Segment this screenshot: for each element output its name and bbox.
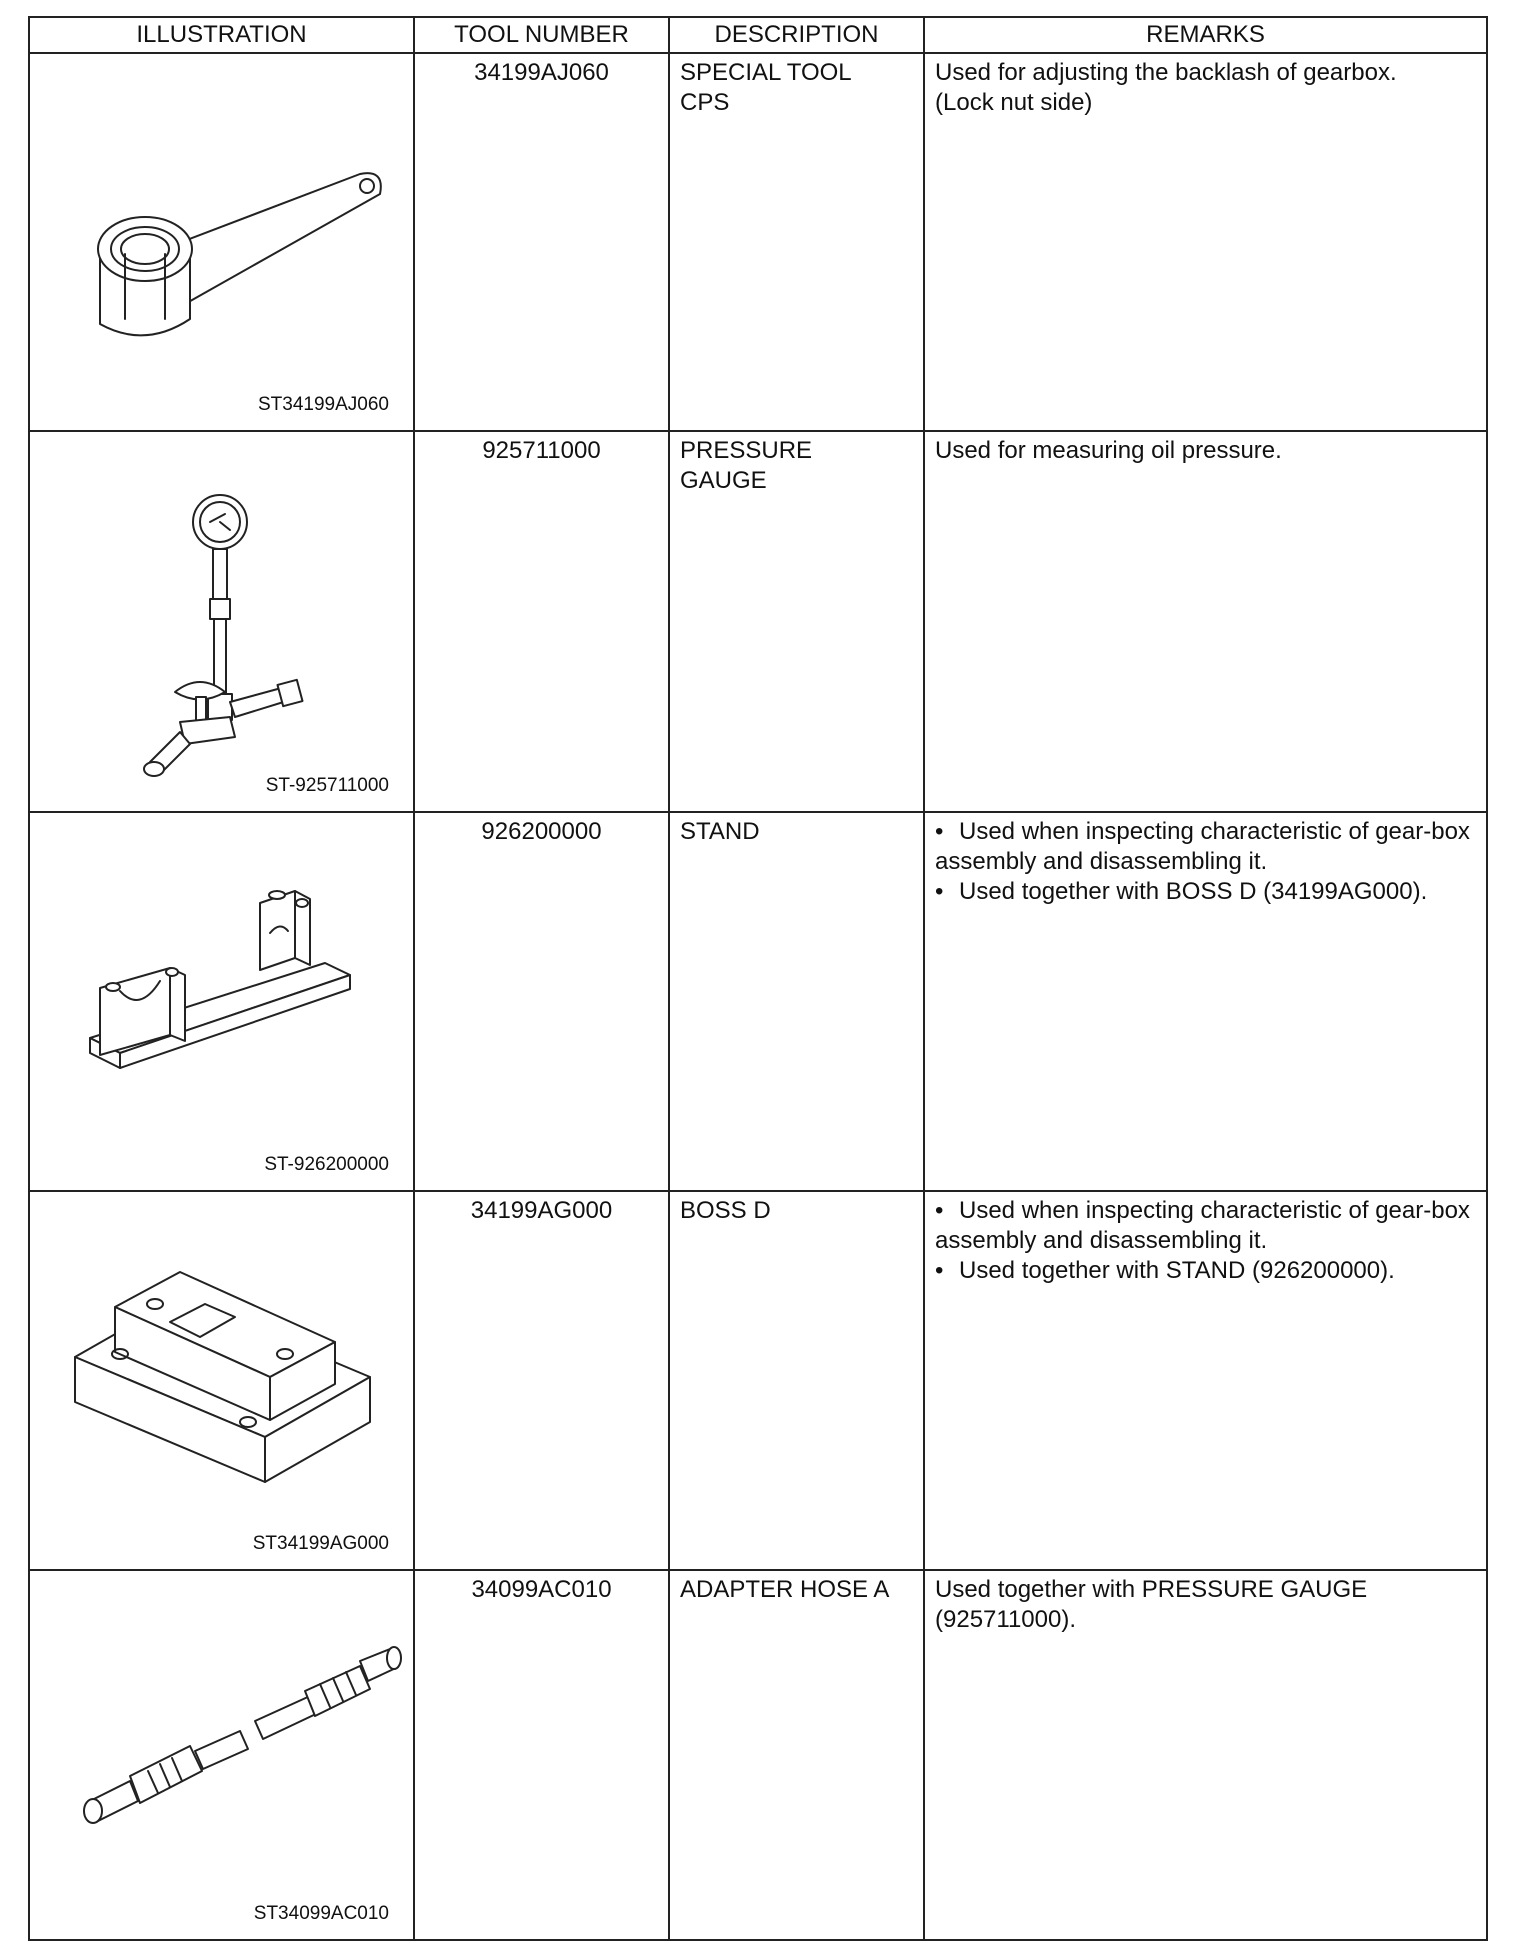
tool-number: 34199AG000 (414, 1191, 669, 1570)
description (669, 53, 924, 431)
remarks-bullet-text: Used when inspecting characteristic of gear-box assembly and disassembling it. (935, 1197, 1470, 1254)
remarks-text: Used for measuring oil pressure. (935, 437, 1282, 464)
illustration-cell (29, 53, 414, 431)
remarks (924, 431, 1487, 812)
bullet-icon: • (935, 1197, 944, 1224)
tool-number: 926200000 (414, 812, 669, 1191)
table-row (29, 1191, 1487, 1570)
remarks-bullet-text: Used together with BOSS D (34199AG000). (959, 878, 1428, 905)
illustration-cell (29, 431, 414, 812)
boss-block-illustration-icon (30, 1192, 415, 1571)
remarks (924, 1191, 1487, 1570)
remarks-bullet-text: Used together with STAND (926200000). (959, 1257, 1395, 1284)
description-text: PRESSURE GAUGE (680, 437, 813, 494)
illustration-cell (29, 1191, 414, 1570)
description (669, 431, 924, 812)
remarks-bullet-text: Used when inspecting characteristic of gear-box assembly and disassembling it. (935, 818, 1470, 875)
description (669, 812, 924, 1191)
special-tools-table (28, 16, 1488, 1941)
image-code: ST34199AJ060 (258, 394, 389, 415)
description-text: SPECIAL TOOL CPS (680, 59, 852, 116)
description (669, 1570, 924, 1940)
description-text: ADAPTER HOSE A (680, 1576, 890, 1603)
tool-number: 34199AJ060 (414, 53, 669, 431)
illustration-cell (29, 1570, 414, 1940)
remarks-text: Used together with PRESSURE GAUGE (925711000). (935, 1576, 1368, 1633)
remarks-text: Used for adjusting the backlash of gearbox. (Lock nut side) (935, 59, 1397, 116)
list-item (935, 1196, 1476, 1256)
pressure-gauge-illustration-icon (30, 432, 415, 813)
tool-number: 34099AC010 (414, 1570, 669, 1940)
table-row (29, 431, 1487, 812)
header-description: DESCRIPTION (669, 17, 924, 53)
list-item (935, 877, 1476, 907)
description-text: BOSS D (680, 1197, 771, 1224)
bullet-icon: • (935, 818, 944, 845)
remarks (924, 812, 1487, 1191)
tool-number: 925711000 (414, 431, 669, 812)
bullet-icon: • (935, 1257, 944, 1284)
description-text: STAND (680, 818, 760, 845)
table-row (29, 1570, 1487, 1940)
bullet-icon: • (935, 878, 944, 905)
image-code: ST-925711000 (265, 775, 389, 796)
image-code: ST-926200000 (264, 1154, 389, 1175)
description (669, 1191, 924, 1570)
remarks-list (935, 817, 1476, 907)
remarks (924, 1570, 1487, 1940)
adapter-hose-illustration-icon (30, 1571, 415, 1951)
list-item (935, 817, 1476, 877)
header-tool-number: TOOL NUMBER (414, 17, 669, 53)
table-row (29, 812, 1487, 1191)
illustration-cell (29, 812, 414, 1191)
table-row (29, 53, 1487, 431)
header-illustration: ILLUSTRATION (29, 17, 414, 53)
header-remarks: REMARKS (924, 17, 1487, 53)
remarks (924, 53, 1487, 431)
stand-illustration-icon (30, 813, 415, 1192)
remarks-list (935, 1196, 1476, 1286)
image-code: ST34199AG000 (252, 1533, 389, 1554)
image-code: ST34099AC010 (253, 1903, 389, 1924)
header-row (29, 17, 1487, 53)
wrench-illustration-icon (30, 54, 415, 432)
list-item (935, 1256, 1476, 1286)
